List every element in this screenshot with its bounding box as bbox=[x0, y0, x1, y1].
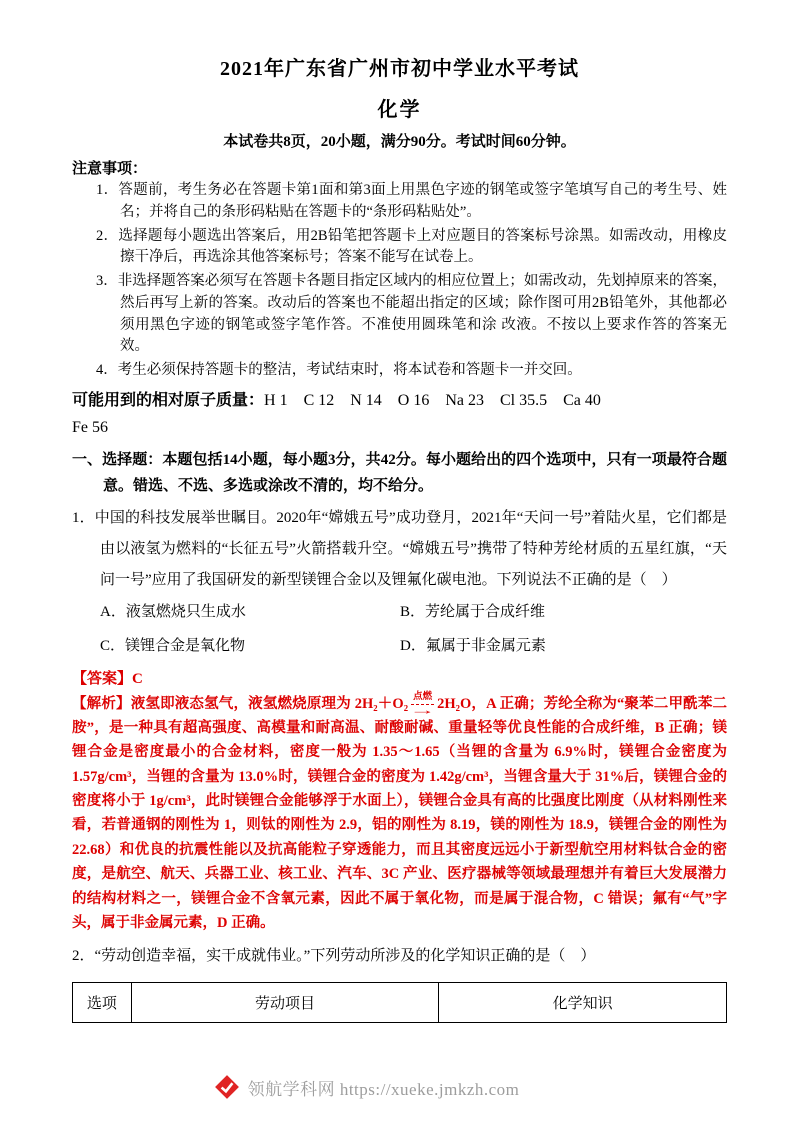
exam-info: 本试卷共8页，20小题，满分90分。考试时间60分钟。 bbox=[223, 134, 576, 150]
option-c bbox=[100, 632, 400, 661]
notice-item-3: 3．非选择题答案必须写在答题卡各题目指定区域内的相应位置上；如需改动，先划掉原来的答案，然后再写上新的答案。改动后的答案也不能超出指定的区域；除作图可用2B铅笔外，其他都必须用黑色字迹的钢笔或签字笔作答。不准使用圆珠笔和涂 改液。不按以上要求作答的答案无效。 bbox=[96, 273, 727, 355]
option-d-text: 氟属于非金属元素 bbox=[425, 638, 546, 655]
atomic-mass-line-2: Fe 56 bbox=[72, 419, 108, 437]
question-1-text: 1．中国的科技发展举世瞩目。2020年“嫦娥五号”成功登月，2021年“天问一号”着陆火星，它们都是由以液氢为燃料的“长征五号”火箭搭载升空。“嫦娥五号”携带了特种芳纶材质的五星红旗，“天问一号”应用了我国研发的新型镁锂合金以及锂氟化碳电池。下列说法不正确的是（ ） bbox=[72, 510, 727, 588]
exam-title: 2021年广东省广州市初中学业水平考试 bbox=[220, 58, 579, 80]
notice-section bbox=[72, 157, 727, 382]
reaction-arrow-icon: → bbox=[409, 702, 436, 717]
notice-item-4: 4．考生必须保持答题卡的整洁，考试结束时，将本试卷和答题卡一并交回。 bbox=[96, 362, 582, 378]
analysis-prefix: 【解析】液氢即液态氢气，液氢燃烧原理为 2H₂＋O₂ bbox=[72, 695, 409, 712]
option-d-label: D． bbox=[400, 638, 426, 655]
question-1-analysis bbox=[72, 692, 727, 936]
option-d bbox=[400, 632, 727, 661]
question-1-answer: 【答案】C bbox=[72, 670, 143, 687]
atomic-mass-values: H 1 C 12 N 14 O 16 Na 23 Cl 35.5 Ca 40 bbox=[264, 391, 601, 409]
question-2-table bbox=[72, 982, 727, 1023]
option-a-label: A． bbox=[100, 603, 126, 620]
table-header-option: 选项 bbox=[73, 983, 132, 1023]
option-c-text: 镁锂合金是氧化物 bbox=[125, 638, 246, 655]
question-2-text: 2．“劳动创造幸福，实干成就伟业。”下列劳动所涉及的化学知识正确的是（ ） bbox=[72, 948, 596, 965]
notice-item-1: 1．答题前，考生务必在答题卡第1面和第3面上用黑色字迹的钢笔或签字笔填写自己的考生号、姓名；并将自己的条形码粘贴在答题卡的“条形码粘贴处”。 bbox=[96, 182, 727, 220]
option-b-label: B． bbox=[400, 603, 426, 620]
notice-heading: 注意事项： bbox=[72, 161, 148, 177]
notice-item-2: 2．选择题每小题选出答案后，用2B铅笔把答题卡上对应题目的答案标号涂黑。如需改动，用橡皮擦干净后，再选涂其他答案标号；答案不能写在试卷上。 bbox=[96, 227, 727, 266]
equation-lhs bbox=[72, 692, 437, 717]
option-c-label: C． bbox=[100, 638, 126, 655]
option-a bbox=[100, 598, 400, 627]
table-header-row bbox=[73, 983, 727, 1023]
reaction-condition bbox=[411, 692, 434, 715]
subject-title: 化学 bbox=[377, 99, 422, 121]
option-b bbox=[400, 598, 727, 627]
option-a-text: 液氢燃烧只生成水 bbox=[125, 603, 246, 620]
watermark-text: 领航学科网 https://xueke.jmkzh.com bbox=[247, 1079, 520, 1099]
reaction-condition-label: 点燃 bbox=[411, 692, 434, 704]
question-2 bbox=[72, 941, 727, 1023]
question-1-options bbox=[100, 598, 727, 661]
table-header-project: 劳动项目 bbox=[131, 983, 438, 1023]
question-1 bbox=[72, 503, 727, 935]
option-b-text: 芳纶属于合成纤维 bbox=[425, 603, 546, 620]
watermark-footer bbox=[0, 1074, 733, 1100]
atomic-mass-line bbox=[72, 388, 727, 414]
table-header-knowledge: 化学知识 bbox=[439, 983, 727, 1023]
analysis-body: 2H₂O，A 正确；芳纶全称为“聚苯二甲酰苯二胺”，是一种具有超高强度、高模量和耐高温、耐酸耐碱、重量轻等优良性能的合成纤维，B 正确；镁锂合金是密度最小的合金材料，密度一般为 1.35～1.65（当锂的含量为 6.9%时，镁锂合金密度为 1.57g/cm³，当锂的含量为 13.0%时，镁锂合金的密度为 1.42g/cm³，当锂含量大于 31%后，镁锂合金的密度将小于 1g/cm³，此时镁锂合金能够浮于水面上），镁锂合金具有高的比强度比刚度（从材料刚性来看，若普通钢的刚性为 1，则钛的刚性为 2.9，铝的刚性为 8.19，镁的刚性为 18.9，镁锂合金的刚性为 22.68）和优良的抗震性能以及抗高能粒子穿透能力，而且其密度远远小于新型航空用材料钛合金的密度，是航空、航天、兵器工业、核工业、汽车、3C 产业、医疗器械等领域最理想并有着巨大发展潜力的结构材料之一，镁锂合金不含氧元素，因此不属于氧化物，而是属于混合物，C 错误；氟有“气”字头，属于非金属元素，D 正确。 bbox=[72, 695, 727, 931]
site-logo-icon bbox=[214, 1074, 240, 1100]
section-1-heading: 一、选择题：本题包括14小题，每小题3分，共42分。每小题给出的四个选项中，只有一项最符合题意。错选、不选、多选或涂改不清的，均不给分。 bbox=[72, 451, 727, 495]
atomic-mass-label: 可能用到的相对原子质量： bbox=[72, 391, 265, 409]
